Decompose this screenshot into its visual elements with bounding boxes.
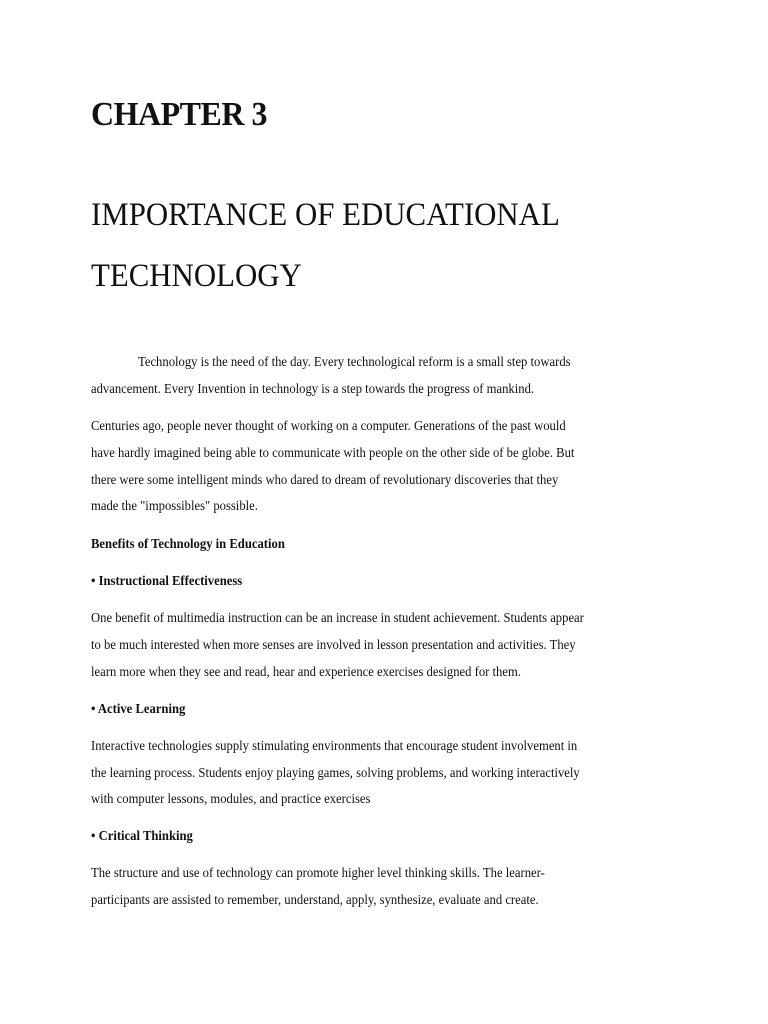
paragraph-line: advancement. Every Invention in technology is a step towards the progress of mankind. <box>91 381 535 396</box>
bullet-heading-instructional-effectiveness: • Instructional Effectiveness <box>91 573 243 588</box>
paragraph-line: Technology is the need of the day. Every technological reform is a small step towards <box>138 354 571 369</box>
paragraph-line: there were some intelligent minds who dared to dream of revolutionary discoveries that they <box>91 472 559 487</box>
paragraph-line: with computer lessons, modules, and practice exercises <box>91 791 371 806</box>
paragraph-line: learn more when they see and read, hear and experience exercises designed for them. <box>91 664 521 679</box>
bullet-heading-critical-thinking: • Critical Thinking <box>91 828 193 843</box>
paragraph-line: participants are assisted to remember, understand, apply, synthesize, evaluate and create. <box>91 892 539 907</box>
title-line-1: IMPORTANCE OF EDUCATIONAL <box>91 197 560 233</box>
paragraph-line: made the "impossibles" possible. <box>91 498 258 513</box>
chapter-heading: CHAPTER 3 <box>91 96 268 133</box>
paragraph-line: Centuries ago, people never thought of working on a computer. Generations of the past would <box>91 418 566 433</box>
paragraph-line: One benefit of multimedia instruction can be an increase in student achievement. Students appear <box>91 610 584 625</box>
paragraph-line: the learning process. Students enjoy playing games, solving problems, and working interactively <box>91 765 580 780</box>
paragraph-line: The structure and use of technology can promote higher level thinking skills. The learner- <box>91 865 545 880</box>
paragraph-line: have hardly imagined being able to communicate with people on the other side of be globe. But <box>91 445 575 460</box>
bullet-heading-active-learning: • Active Learning <box>91 701 186 716</box>
paragraph-line: to be much interested when more senses are involved in lesson presentation and activities. They <box>91 637 576 652</box>
section-heading: Benefits of Technology in Education <box>91 536 285 551</box>
paragraph-line: Interactive technologies supply stimulating environments that encourage student involvement in <box>91 738 578 753</box>
title-line-2: TECHNOLOGY <box>91 258 302 294</box>
